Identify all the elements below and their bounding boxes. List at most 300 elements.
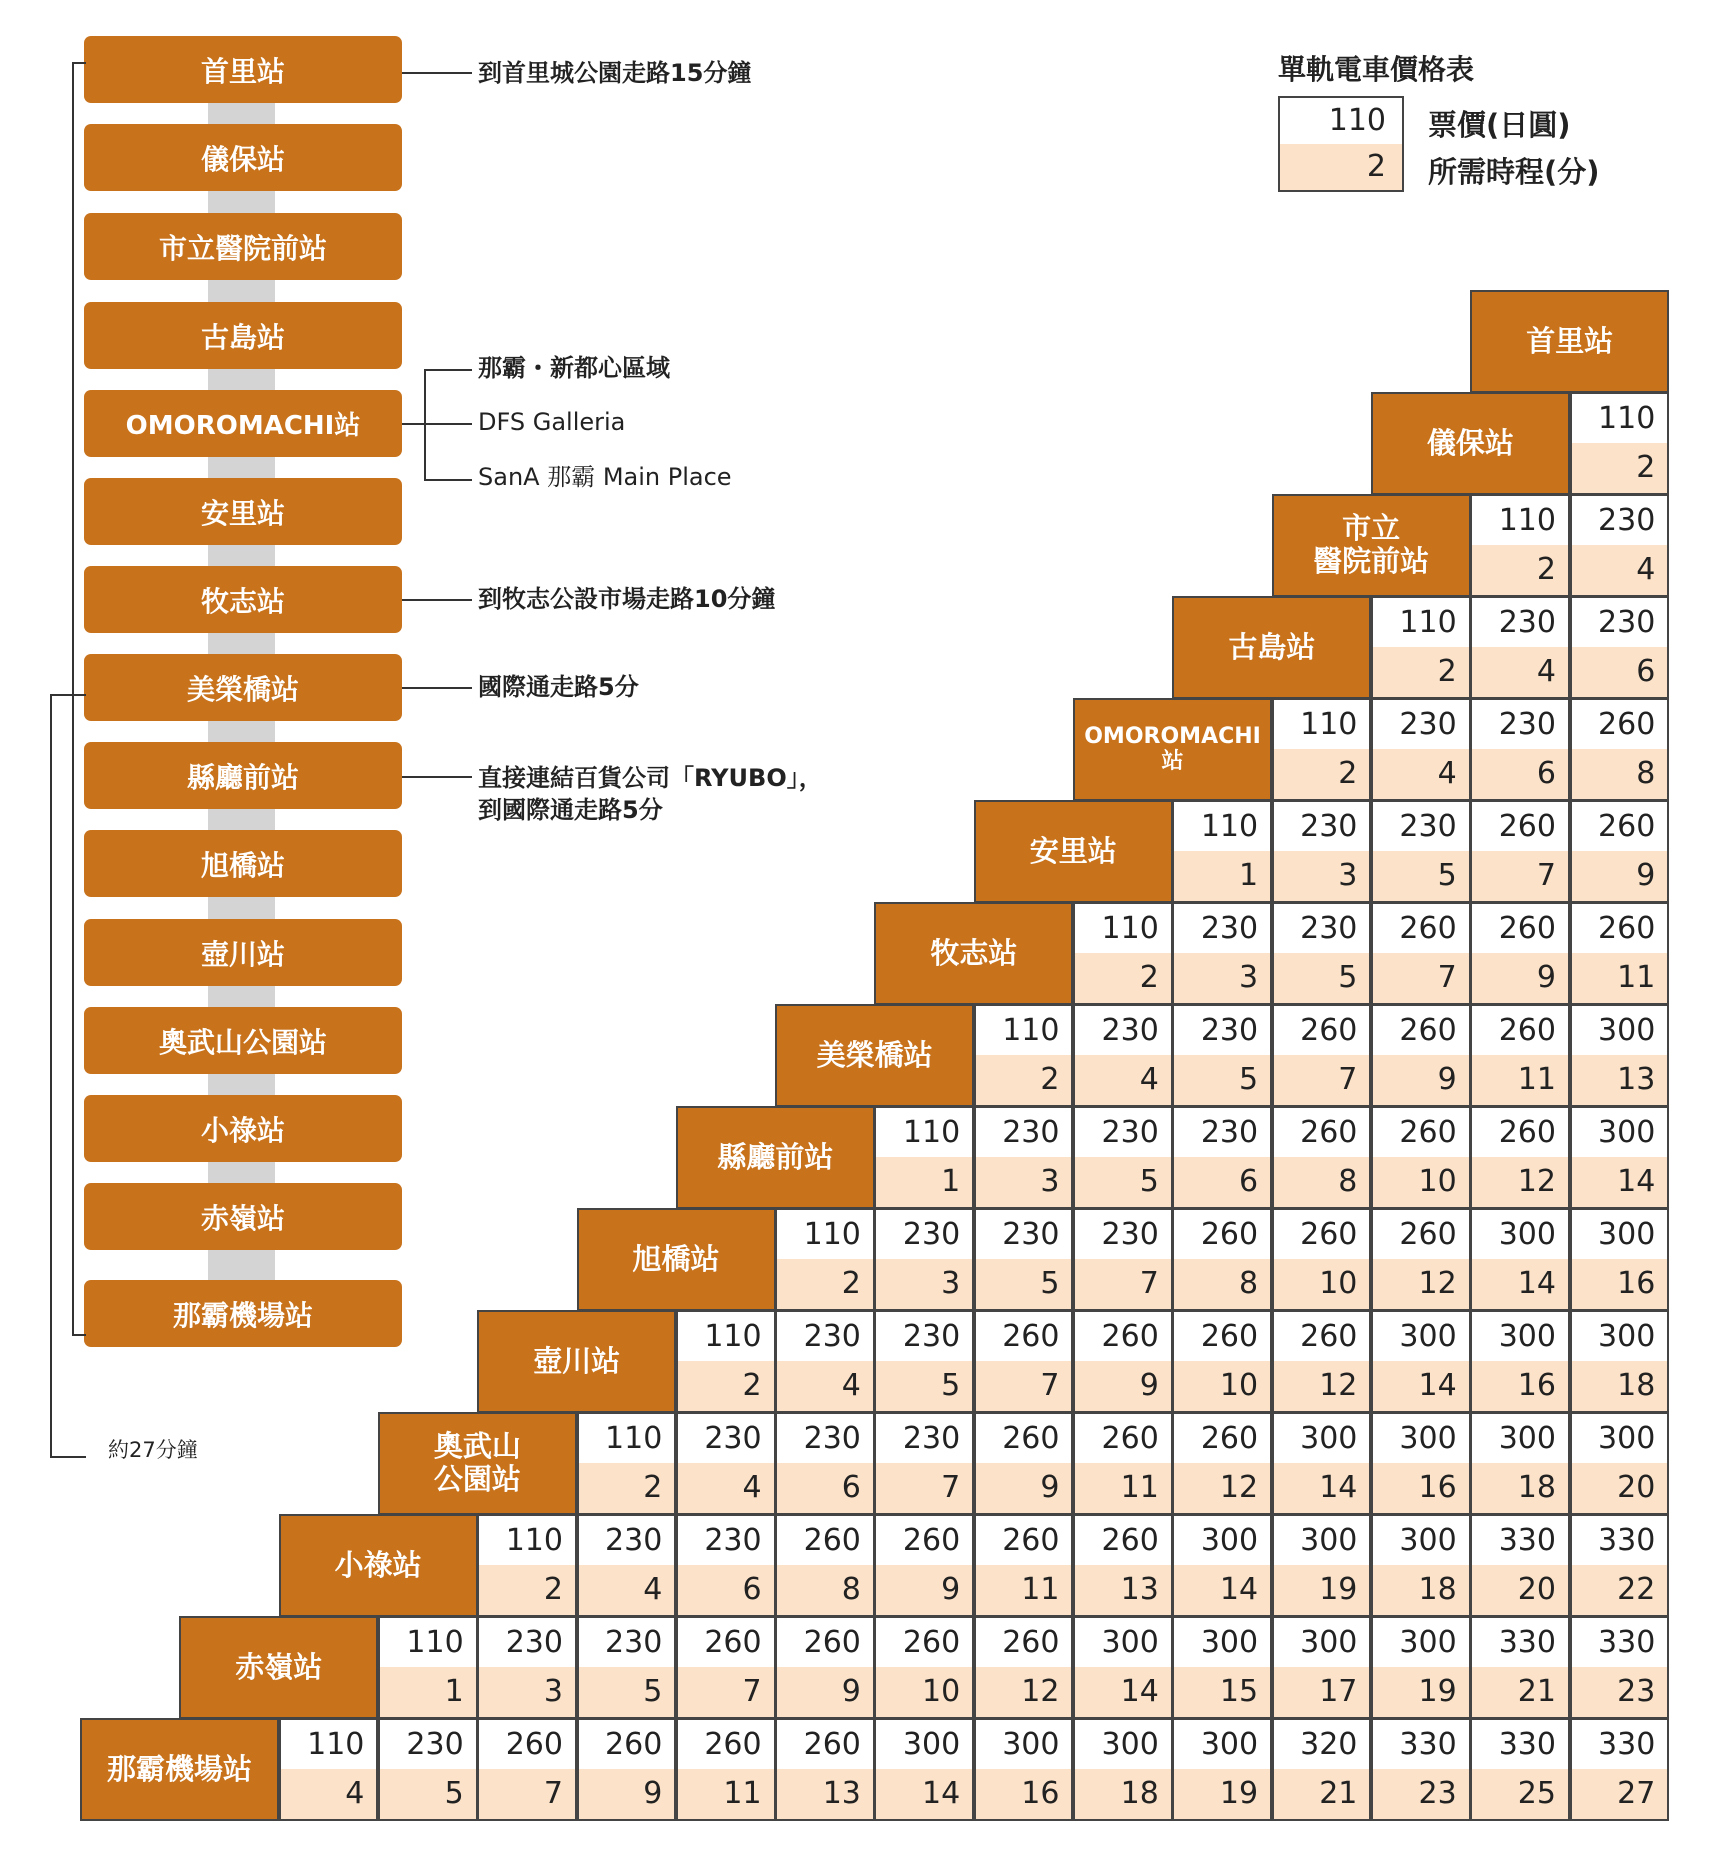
fare-cell [974,1514,1074,1617]
fare-time: 7 [678,1667,774,1716]
fare-cell [1073,1514,1173,1617]
fare-cell [1570,494,1670,597]
fare-time: 14 [1472,1259,1568,1308]
fare-price: 260 [1075,1414,1171,1463]
fare-price: 260 [976,1312,1072,1361]
fare-cell [1470,494,1570,597]
fare-cell [1371,1310,1471,1413]
fare-time: 3 [1174,953,1270,1002]
fare-cell [1272,1514,1372,1617]
fare-cell [1073,1310,1173,1413]
fare-time: 10 [1373,1157,1469,1206]
fare-price: 230 [1274,802,1370,851]
fare-price: 320 [1274,1720,1370,1769]
fare-price: 110 [1472,496,1568,545]
fare-price: 300 [976,1720,1072,1769]
fare-time: 6 [1572,647,1668,696]
fare-time: 5 [976,1259,1072,1308]
omoro-note-dfs: DFS Galleria [478,408,626,436]
fare-cell [378,1718,478,1821]
fare-price: 230 [976,1210,1072,1259]
fare-time: 2 [678,1361,774,1410]
fare-time: 9 [1572,851,1668,900]
fare-price: 260 [777,1618,873,1667]
fare-price: 300 [1373,1618,1469,1667]
fare-price: 300 [1174,1516,1270,1565]
fare-cell [1470,1208,1570,1311]
fare-cell [676,1616,776,1719]
fare-cell [577,1616,677,1719]
fare-time: 9 [579,1769,675,1818]
fare-cell [676,1412,776,1515]
fare-price: 330 [1472,1618,1568,1667]
station-2: 市立醫院前站 [84,213,402,280]
fare-price: 260 [1572,700,1668,749]
fare-time: 7 [1373,953,1469,1002]
fare-cell [1470,800,1570,903]
fare-time: 2 [1274,749,1370,798]
fare-cell [1570,800,1670,903]
fare-price: 260 [1572,904,1668,953]
fare-price: 110 [380,1618,476,1667]
omoro-note-sana: SanA 那霸 Main Place [478,463,732,491]
fare-price: 300 [1174,1720,1270,1769]
fare-time: 3 [876,1259,972,1308]
fare-cell [676,1514,776,1617]
fare-time: 1 [380,1667,476,1716]
fare-time: 25 [1472,1769,1568,1818]
fare-price: 230 [1075,1006,1171,1055]
fare-price: 300 [1373,1414,1469,1463]
fare-cell [974,1616,1074,1719]
fare-cell [1470,1004,1570,1107]
fare-price: 230 [1472,598,1568,647]
fare-price: 260 [1472,1006,1568,1055]
fare-time: 6 [678,1565,774,1614]
fare-cell [1570,1514,1670,1617]
fare-time: 4 [579,1565,675,1614]
fare-time: 11 [1075,1463,1171,1512]
fare-time: 15 [1174,1667,1270,1716]
fare-time: 2 [1572,443,1668,492]
fare-time: 4 [1472,647,1568,696]
fare-cell [1073,1106,1173,1209]
fare-price: 230 [1373,700,1469,749]
fare-time: 20 [1572,1463,1668,1512]
matrix-header-2: 市立 醫院前站 [1272,494,1471,597]
fare-price: 300 [1075,1618,1171,1667]
fare-price: 110 [876,1108,972,1157]
fare-price: 110 [1274,700,1370,749]
fare-price: 230 [1572,496,1668,545]
fare-price: 110 [678,1312,774,1361]
fare-price: 260 [1174,1414,1270,1463]
fare-time: 8 [1572,749,1668,798]
fare-time: 21 [1472,1667,1568,1716]
fare-cell [1371,1208,1471,1311]
station-1: 儀保站 [84,124,402,191]
fare-time: 7 [1075,1259,1171,1308]
fare-cell [1272,800,1372,903]
fare-cell [874,1514,974,1617]
fare-time: 9 [1472,953,1568,1002]
fare-time: 18 [1572,1361,1668,1410]
fare-price: 110 [976,1006,1072,1055]
station-4: OMOROMACHI站 [84,390,402,457]
fare-time: 4 [777,1361,873,1410]
fare-time: 14 [876,1769,972,1818]
fare-time: 21 [1274,1769,1370,1818]
fare-price: 260 [1373,1108,1469,1157]
fare-time: 9 [1075,1361,1171,1410]
fare-cell [1470,1106,1570,1209]
fare-cell [874,1412,974,1515]
station-5: 安里站 [84,478,402,545]
station-11: 奧武山公園站 [84,1007,402,1074]
station-13: 赤嶺站 [84,1183,402,1250]
fare-price: 260 [1472,904,1568,953]
fare-cell [1272,1106,1372,1209]
fare-price: 230 [579,1516,675,1565]
fare-time: 10 [876,1667,972,1716]
fare-price: 230 [678,1414,774,1463]
fare-time: 11 [976,1565,1072,1614]
matrix-header-0: 首里站 [1470,290,1669,393]
fare-price: 330 [1572,1720,1668,1769]
fare-cell [1570,698,1670,801]
fare-price: 330 [1472,1516,1568,1565]
fare-time: 19 [1174,1769,1270,1818]
fare-price: 300 [1373,1312,1469,1361]
fare-time: 9 [1373,1055,1469,1104]
fare-cell [1371,1412,1471,1515]
station-14: 那霸機場站 [84,1280,402,1347]
fare-price: 230 [1472,700,1568,749]
fare-price: 300 [1572,1210,1668,1259]
fare-cell [1073,1616,1173,1719]
fare-time: 12 [1373,1259,1469,1308]
fare-cell [1272,1616,1372,1719]
fare-cell [775,1616,875,1719]
fare-price: 330 [1572,1618,1668,1667]
fare-cell [279,1718,379,1821]
fare-cell [874,1310,974,1413]
fare-price: 330 [1373,1720,1469,1769]
fare-time: 2 [777,1259,873,1308]
fare-cell [1570,1208,1670,1311]
fare-time: 9 [976,1463,1072,1512]
fare-time: 20 [1472,1565,1568,1614]
fare-price: 300 [1373,1516,1469,1565]
fare-time: 12 [1274,1361,1370,1410]
fare-time: 2 [1075,953,1171,1002]
matrix-header-12: 小祿站 [279,1514,478,1617]
fare-price: 260 [1274,1108,1370,1157]
fare-cell [1073,1208,1173,1311]
fare-time: 7 [876,1463,972,1512]
fare-price: 230 [976,1108,1072,1157]
fare-time: 12 [976,1667,1072,1716]
fare-time: 5 [1075,1157,1171,1206]
fare-price: 230 [1174,904,1270,953]
fare-time: 2 [579,1463,675,1512]
fare-price: 260 [1274,1210,1370,1259]
legend-time-label: 所需時程(分) [1428,155,1600,189]
fare-price: 230 [1572,598,1668,647]
omoro-branch-2 [424,423,472,425]
fare-cell [1172,902,1272,1005]
fare-cell [974,1208,1074,1311]
station-3: 古島站 [84,302,402,369]
fare-cell [775,1514,875,1617]
fare-price: 300 [876,1720,972,1769]
fare-cell [1371,698,1471,801]
fare-price: 260 [976,1516,1072,1565]
fare-cell [1272,1412,1372,1515]
fare-cell [378,1616,478,1719]
fare-cell [1172,1106,1272,1209]
fare-price: 260 [876,1618,972,1667]
fare-price: 230 [1274,904,1370,953]
fare-price: 260 [1373,904,1469,953]
fare-cell [1172,1514,1272,1617]
total-time-note: 約27分鐘 [108,1438,198,1462]
fare-time: 23 [1373,1769,1469,1818]
matrix-header-13: 赤嶺站 [179,1616,378,1719]
omoro-branch-3 [424,479,472,481]
fare-cell [1172,800,1272,903]
fare-cell [1272,1718,1372,1821]
fare-cell [1470,1412,1570,1515]
station-8: 縣廳前站 [84,742,402,809]
fare-price: 300 [1572,1006,1668,1055]
fare-price: 260 [777,1720,873,1769]
fare-cell [974,1106,1074,1209]
fare-price: 230 [876,1312,972,1361]
fare-price: 260 [1373,1006,1469,1055]
fare-time: 23 [1572,1667,1668,1716]
fare-time: 2 [479,1565,575,1614]
fare-time: 9 [876,1565,972,1614]
fare-cell [1371,800,1471,903]
fare-cell [1073,1718,1173,1821]
fare-time: 7 [976,1361,1072,1410]
kencho-note-ryubo: 直接連結百貨公司「RYUBO」， [478,764,823,792]
fare-price: 260 [1274,1312,1370,1361]
fare-price: 230 [1174,1108,1270,1157]
fare-price: 300 [1174,1618,1270,1667]
fare-price: 300 [1572,1108,1668,1157]
fare-time: 16 [1572,1259,1668,1308]
matrix-header-11: 奧武山 公園站 [378,1412,577,1515]
fare-cell [974,1412,1074,1515]
fare-time: 2 [1373,647,1469,696]
fare-price: 330 [1472,1720,1568,1769]
matrix-header-1: 儀保站 [1371,392,1570,495]
fare-time: 5 [1174,1055,1270,1104]
fare-price: 300 [1274,1618,1370,1667]
omoro-note-area: 那霸・新都心區域 [478,354,670,382]
fare-cell [1470,1514,1570,1617]
fare-price: 110 [1075,904,1171,953]
fare-cell [1470,902,1570,1005]
shuri-connector [402,72,472,74]
fare-cell [577,1718,677,1821]
fare-cell [974,1310,1074,1413]
fare-price: 230 [1174,1006,1270,1055]
fare-time: 19 [1373,1667,1469,1716]
matrix-header-3: 古島站 [1172,596,1371,699]
fare-time: 18 [1373,1565,1469,1614]
fare-price: 300 [1274,1414,1370,1463]
fare-time: 10 [1274,1259,1370,1308]
fare-cell [775,1208,875,1311]
fare-time: 22 [1572,1565,1668,1614]
fare-cell [676,1310,776,1413]
fare-cell [775,1412,875,1515]
legend-title: 單軌電車價格表 [1278,53,1475,86]
fare-cell [1570,1106,1670,1209]
fare-cell [1371,1616,1471,1719]
fare-cell [1570,1004,1670,1107]
fare-cell [1371,1106,1471,1209]
fare-cell [874,1616,974,1719]
fare-cell [1172,1004,1272,1107]
kencho-connector [402,776,472,778]
fare-cell [1470,596,1570,699]
fare-price: 230 [1075,1108,1171,1157]
fare-time: 16 [976,1769,1072,1818]
fare-price: 300 [1572,1414,1668,1463]
fare-time: 13 [1572,1055,1668,1104]
fare-price: 230 [777,1414,873,1463]
fare-time: 14 [1075,1667,1171,1716]
fare-price: 260 [1174,1312,1270,1361]
fare-time: 4 [1373,749,1469,798]
fare-time: 12 [1472,1157,1568,1206]
fare-cell [1470,1310,1570,1413]
legend-sample-cell [1278,96,1404,192]
fare-cell [1172,1616,1272,1719]
fare-time: 7 [1274,1055,1370,1104]
fare-price: 230 [678,1516,774,1565]
fare-time: 3 [976,1157,1072,1206]
fare-price: 110 [579,1414,675,1463]
fare-time: 4 [1075,1055,1171,1104]
fare-cell [477,1616,577,1719]
fare-time: 11 [1572,953,1668,1002]
fare-price: 230 [1075,1210,1171,1259]
makishi-note: 到牧志公設市場走路10分鐘 [478,585,776,613]
fare-price: 230 [876,1210,972,1259]
matrix-header-5: 安里站 [974,800,1173,903]
station-9: 旭橋站 [84,830,402,897]
fare-price: 110 [1373,598,1469,647]
fare-price: 300 [1572,1312,1668,1361]
fare-price: 230 [479,1618,575,1667]
fare-time: 7 [479,1769,575,1818]
fare-time: 4 [281,1769,377,1818]
fare-time: 7 [1472,851,1568,900]
fare-time: 8 [1274,1157,1370,1206]
fare-price: 260 [1572,802,1668,851]
fare-cell [577,1412,677,1515]
fare-cell [477,1718,577,1821]
fare-time: 1 [876,1157,972,1206]
legend-sample-price: 110 [1280,98,1402,144]
fare-cell [1272,698,1372,801]
fare-cell [974,1718,1074,1821]
fare-time: 3 [1274,851,1370,900]
fare-time: 9 [777,1667,873,1716]
fare-cell [1470,1718,1570,1821]
fare-price: 260 [1174,1210,1270,1259]
fare-price: 330 [1572,1516,1668,1565]
miebashi-note: 國際通走路5分 [478,673,639,701]
fare-price: 110 [1572,394,1668,443]
kencho-note-kokusai: 到國際通走路5分 [478,796,663,824]
fare-cell [874,1208,974,1311]
fare-price: 230 [1373,802,1469,851]
fare-time: 5 [1373,851,1469,900]
fare-cell [775,1310,875,1413]
fare-time: 2 [1472,545,1568,594]
fare-cell [1172,1412,1272,1515]
fare-price: 260 [479,1720,575,1769]
fare-time: 5 [380,1769,476,1818]
makishi-connector [402,599,472,601]
fare-time: 11 [1472,1055,1568,1104]
fare-cell [1172,1310,1272,1413]
fare-cell [1470,698,1570,801]
station-10: 壺川站 [84,919,402,986]
fare-cell [676,1718,776,1821]
fare-cell [1570,392,1670,495]
fare-cell [1272,1004,1372,1107]
fare-time: 16 [1373,1463,1469,1512]
fare-time: 11 [678,1769,774,1818]
fare-price: 300 [1472,1312,1568,1361]
fare-price: 260 [976,1414,1072,1463]
fare-time: 19 [1274,1565,1370,1614]
fare-price: 260 [579,1720,675,1769]
fare-cell [1073,1004,1173,1107]
fare-price: 260 [1075,1312,1171,1361]
fare-price: 260 [876,1516,972,1565]
total-time-bracket [50,694,86,1458]
miebashi-connector [402,687,472,689]
matrix-header-6: 牧志站 [874,902,1073,1005]
fare-price: 230 [777,1312,873,1361]
station-6: 牧志站 [84,566,402,633]
fare-time: 6 [777,1463,873,1512]
fare-cell [1371,902,1471,1005]
fare-cell [874,1718,974,1821]
fare-time: 13 [777,1769,873,1818]
fare-cell [1272,902,1372,1005]
fare-time: 4 [1572,545,1668,594]
fare-time: 2 [976,1055,1072,1104]
fare-price: 300 [1075,1720,1171,1769]
fare-time: 18 [1472,1463,1568,1512]
fare-time: 8 [1174,1259,1270,1308]
fare-cell [1371,1004,1471,1107]
matrix-header-7: 美榮橋站 [775,1004,974,1107]
fare-price: 230 [579,1618,675,1667]
fare-cell [1272,1310,1372,1413]
matrix-header-8: 縣廳前站 [676,1106,875,1209]
fare-cell [1172,1208,1272,1311]
